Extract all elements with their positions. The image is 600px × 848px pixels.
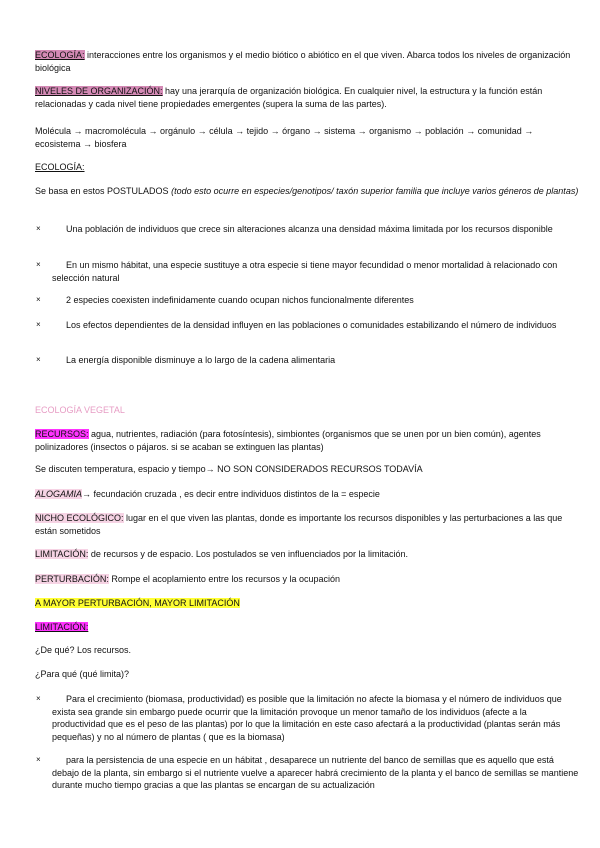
definition-text: hay una jerarquía de organización biológica. En cualquier nivel, la estructura y la función están relacionadas y cada nivel tiene propiedades emergentes (supera la suma de las partes). xyxy=(35,86,543,109)
bullet-x-icon: × xyxy=(36,295,41,304)
term-highlight: NIVELES DE ORGANIZACIÓN: xyxy=(35,86,163,96)
paragraph-discuten: Se discuten temperatura, espacio y tiempo→ NO SON CONSIDERADOS RECURSOS TODAVÍA xyxy=(35,464,423,474)
heading-ecologia: ECOLOGÍA: xyxy=(35,162,85,172)
list-item xyxy=(35,754,580,792)
postulados-intro: Se basa en estos POSTULADOS xyxy=(35,186,172,196)
bullet-x-icon: × xyxy=(36,355,41,364)
highlighted-statement: A MAYOR PERTURBACIÓN, MAYOR LIMITACIÓN xyxy=(35,598,240,608)
paragraph-alogamia xyxy=(35,488,580,501)
question-paraque: ¿Para qué (qué limita)? xyxy=(35,669,130,679)
term-highlight: ECOLOGÍA: xyxy=(35,50,85,60)
bullet-x-icon: × xyxy=(36,224,41,233)
term-highlight: LIMITACIÓN: xyxy=(35,622,89,632)
term-highlight: RECURSOS: xyxy=(35,429,89,439)
definition-text: interacciones entre los organismos y el medio biótico o abiótico en el que viven. Abarca todos los niveles de organización biológica xyxy=(35,50,571,73)
paragraph-perturbacion xyxy=(35,573,580,586)
list-item-text: para la persistencia de una especie en un hábitat , desaparece un nutriente del banco de semillas que es aquello que está debajo de la planta, sin embargo si el nutriente vuelve a aparecer habrá crecimiento de la planta y el banco de semillas se mantiene durante mucho tiempo gracias a que las plantas se encargan de su actualización xyxy=(52,755,579,790)
definition-text: de recursos y de espacio. Los postulados se ven influenciados por la limitación. xyxy=(88,549,409,559)
list-item xyxy=(35,693,580,743)
paragraph-limitacion xyxy=(35,548,580,561)
list-item xyxy=(35,319,580,332)
paragraph-niveles xyxy=(35,85,580,110)
definition-text: agua, nutrientes, radiación (para fotosíntesis), simbiontes (organismos que se unen por un bien común), agentes polinizadores (insectos o pájaros. si se acaban se extinguen las plantas) xyxy=(35,429,541,452)
list-item-text: Una población de individuos que crece sin alteraciones alcanza una densidad máxima limitada por los recursos disponible xyxy=(66,224,553,234)
bullet-x-icon: × xyxy=(36,755,41,764)
paragraph-ecologia xyxy=(35,49,580,74)
paragraph-mayor xyxy=(35,597,580,610)
list-item-text: Para el crecimiento (biomasa, productividad) es posible que la limitación no afecte la biomasa y el número de individuos que exista sea grande sin embargo puede ocurrir que la limitación provoque un menor tamaño de los individuos (afecte a la productividad que es el peso de las plantas) por lo que la limitación en este caso afectará a la productividad (plantas serán más pequeñas) y no al número de plantas ( que es la biomasa) xyxy=(52,694,562,742)
heading-limitacion xyxy=(35,621,580,634)
list-item-text: Los efectos dependientes de la densidad influyen en las poblaciones o comunidades estabilizando el número de individuos xyxy=(66,320,557,330)
term-highlight: PERTURBACIÓN: xyxy=(35,574,109,584)
list-item xyxy=(35,294,580,307)
term-highlight: LIMITACIÓN: xyxy=(35,549,89,559)
bullet-x-icon: × xyxy=(36,320,41,329)
postulados-note: (todo esto ocurre en especies/genotipos/ taxón superior familia que incluye varios géneros de plantas) xyxy=(171,186,579,196)
question-deque: ¿De qué? Los recursos. xyxy=(35,645,132,655)
list-item-text: En un mismo hábitat, una especie sustituye a otra especie si tiene mayor fecundidad o menor mortalidad à relacionado con selección natural xyxy=(52,260,558,283)
paragraph-nicho xyxy=(35,512,580,537)
bullet-x-icon: × xyxy=(36,260,41,269)
section-heading: ECOLOGÍA VEGETAL xyxy=(35,405,125,415)
definition-text: → fecundación cruzada , es decir entre individuos distintos de la = especie xyxy=(82,489,380,499)
paragraph-hierarchy: Molécula → macromolécula → orgánulo → célula → tejido → órgano → sistema → organismo → población → comunidad → ecosistema → biosfera xyxy=(35,126,534,149)
bullet-x-icon: × xyxy=(36,694,41,703)
list-item xyxy=(35,259,580,284)
list-item-text: 2 especies coexisten indefinidamente cuando ocupan nichos funcionalmente diferentes xyxy=(66,295,414,305)
paragraph-recursos xyxy=(35,428,580,453)
definition-text: Rompe el acoplamiento entre los recursos y la ocupación xyxy=(108,574,340,584)
term-highlight: ALOGAMIA xyxy=(35,489,83,499)
list-item-text: La energía disponible disminuye a lo largo de la cadena alimentaria xyxy=(66,355,336,365)
definition-text: lugar en el que viven las plantas, donde es importante los recursos disponibles y las perturbaciones a las que están sometidos xyxy=(35,513,563,536)
paragraph-postulados xyxy=(35,185,580,198)
term-highlight: NICHO ECOLÓGICO: xyxy=(35,513,124,523)
list-item xyxy=(35,354,580,367)
list-item xyxy=(35,223,580,236)
